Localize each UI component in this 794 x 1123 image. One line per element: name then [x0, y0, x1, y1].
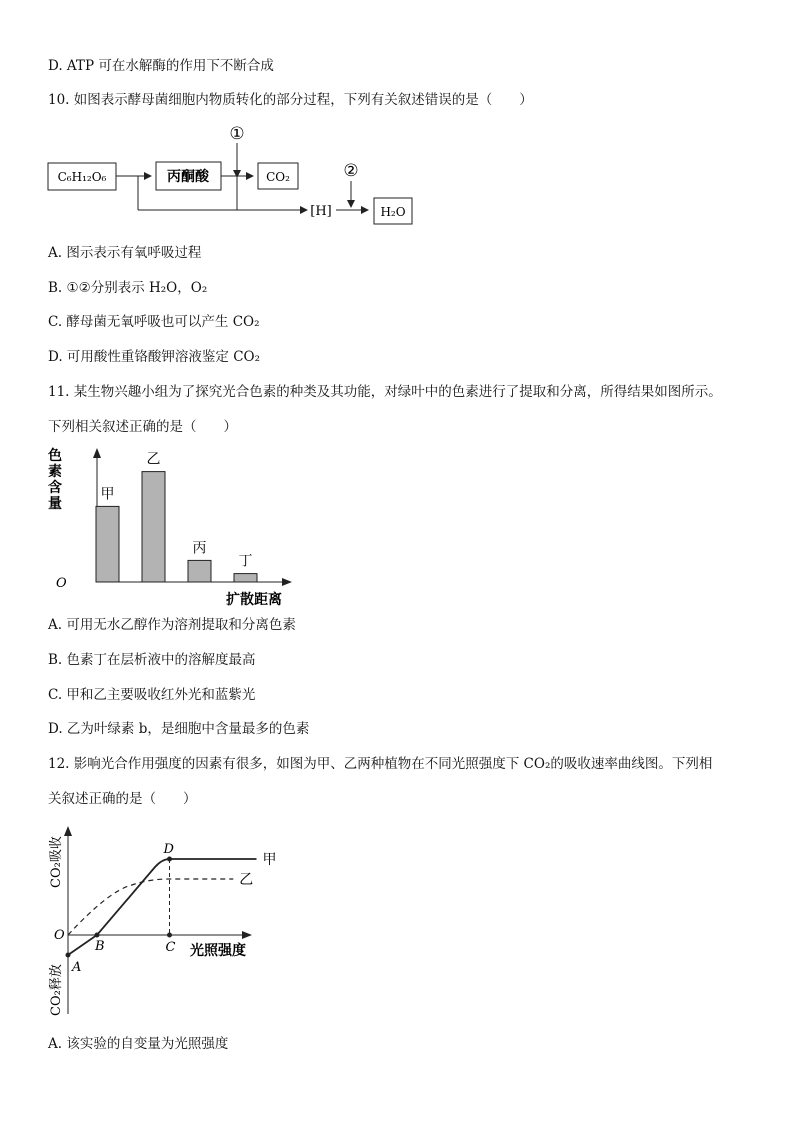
bar-3: [234, 574, 257, 582]
origin-label: O: [56, 576, 67, 591]
point-b-label: B: [95, 939, 105, 954]
q11-option-d: D. 乙为叶绿素 b，是细胞中含量最多的色素: [48, 721, 310, 737]
question-10: 10. 如图表示酵母菌细胞内物质转化的部分过程，下列有关叙述错误的是（ ）: [48, 92, 533, 108]
h-label: [H]: [310, 204, 332, 219]
origin-label-12: O: [54, 928, 65, 943]
c12-ytop-label: CO₂吸收: [49, 836, 64, 888]
c12-ybot-label: CO₂释放: [49, 964, 64, 1016]
point-d-label: D: [163, 842, 174, 857]
bar-label-3: 丁: [238, 553, 253, 570]
bar-0: [96, 506, 119, 582]
pigment-bar-chart: [40, 442, 310, 610]
x-axis-label: 扩散距离: [226, 592, 282, 608]
series-jia-label: 甲: [262, 852, 277, 868]
q10-option-a: A. 图示表示有氧呼吸过程: [48, 245, 202, 261]
q11-option-c: C. 甲和乙主要吸收红外光和蓝紫光: [48, 687, 256, 703]
y-axis-label-char: 含: [48, 480, 62, 496]
question-12-cont: 关叙述正确的是（ ）: [48, 791, 197, 807]
water-label: H₂O: [380, 205, 406, 219]
point-a-label: A: [72, 960, 82, 975]
marker-2: ②: [343, 161, 359, 181]
glucose-label: C₆H₁₂O₆: [57, 170, 107, 184]
respiration-diagram: [40, 118, 440, 233]
bar-2: [188, 560, 211, 582]
q10-option-c: C. 酵母菌无氧呼吸也可以产生 CO₂: [48, 314, 260, 330]
series-yi-line: [68, 879, 233, 935]
q10-option-b: B. ①②分别表示 H₂O，O₂: [48, 280, 208, 296]
co2-light-chart: [40, 818, 277, 1018]
question-11-cont: 下列相关叙述正确的是（ ）: [48, 419, 237, 435]
y-axis-label-char: 量: [48, 496, 62, 512]
x-axis-label-12: 光照强度: [190, 943, 246, 959]
point-d-dot: [167, 857, 172, 862]
series-yi-label: 乙: [239, 872, 254, 888]
q11-option-b: B. 色素丁在层析液中的溶解度最高: [48, 652, 256, 668]
question-11: 11. 某生物兴趣小组为了探究光合色素的种类及其功能，对绿叶中的色素进行了提取和分离，所得结果如图所示。: [48, 384, 722, 400]
bar-label-1: 乙: [146, 451, 161, 468]
q10-option-d: D. 可用酸性重铬酸钾溶液鉴定 CO₂: [48, 349, 261, 365]
point-b-dot: [95, 933, 100, 938]
co2-label: CO₂: [266, 170, 290, 184]
point-c-label: C: [165, 940, 176, 955]
question-12: 12. 影响光合作用强度的因素有很多，如图为甲、乙两种植物在不同光照强度下 CO₂的吸收速率曲线图。下列相: [48, 756, 713, 772]
point-c-dot: [167, 933, 172, 938]
y-axis-label-char: 素: [48, 464, 62, 480]
bar-1: [142, 472, 165, 582]
y-axis-label: [47, 447, 62, 512]
q12-option-a: A. 该实验的自变量为光照强度: [48, 1036, 229, 1052]
y-axis-label-char: 色: [48, 448, 62, 464]
pyruvate-label: 丙酮酸: [167, 169, 209, 185]
bar-label-2: 丙: [192, 540, 207, 557]
bar-label-0: 甲: [100, 486, 115, 503]
option-d-q9: D. ATP 可在水解酶的作用下不断合成: [48, 58, 274, 74]
q11-option-a: A. 可用无水乙醇作为溶剂提取和分离色素: [48, 617, 296, 633]
point-a-dot: [66, 953, 71, 958]
marker-1: ①: [229, 124, 245, 144]
